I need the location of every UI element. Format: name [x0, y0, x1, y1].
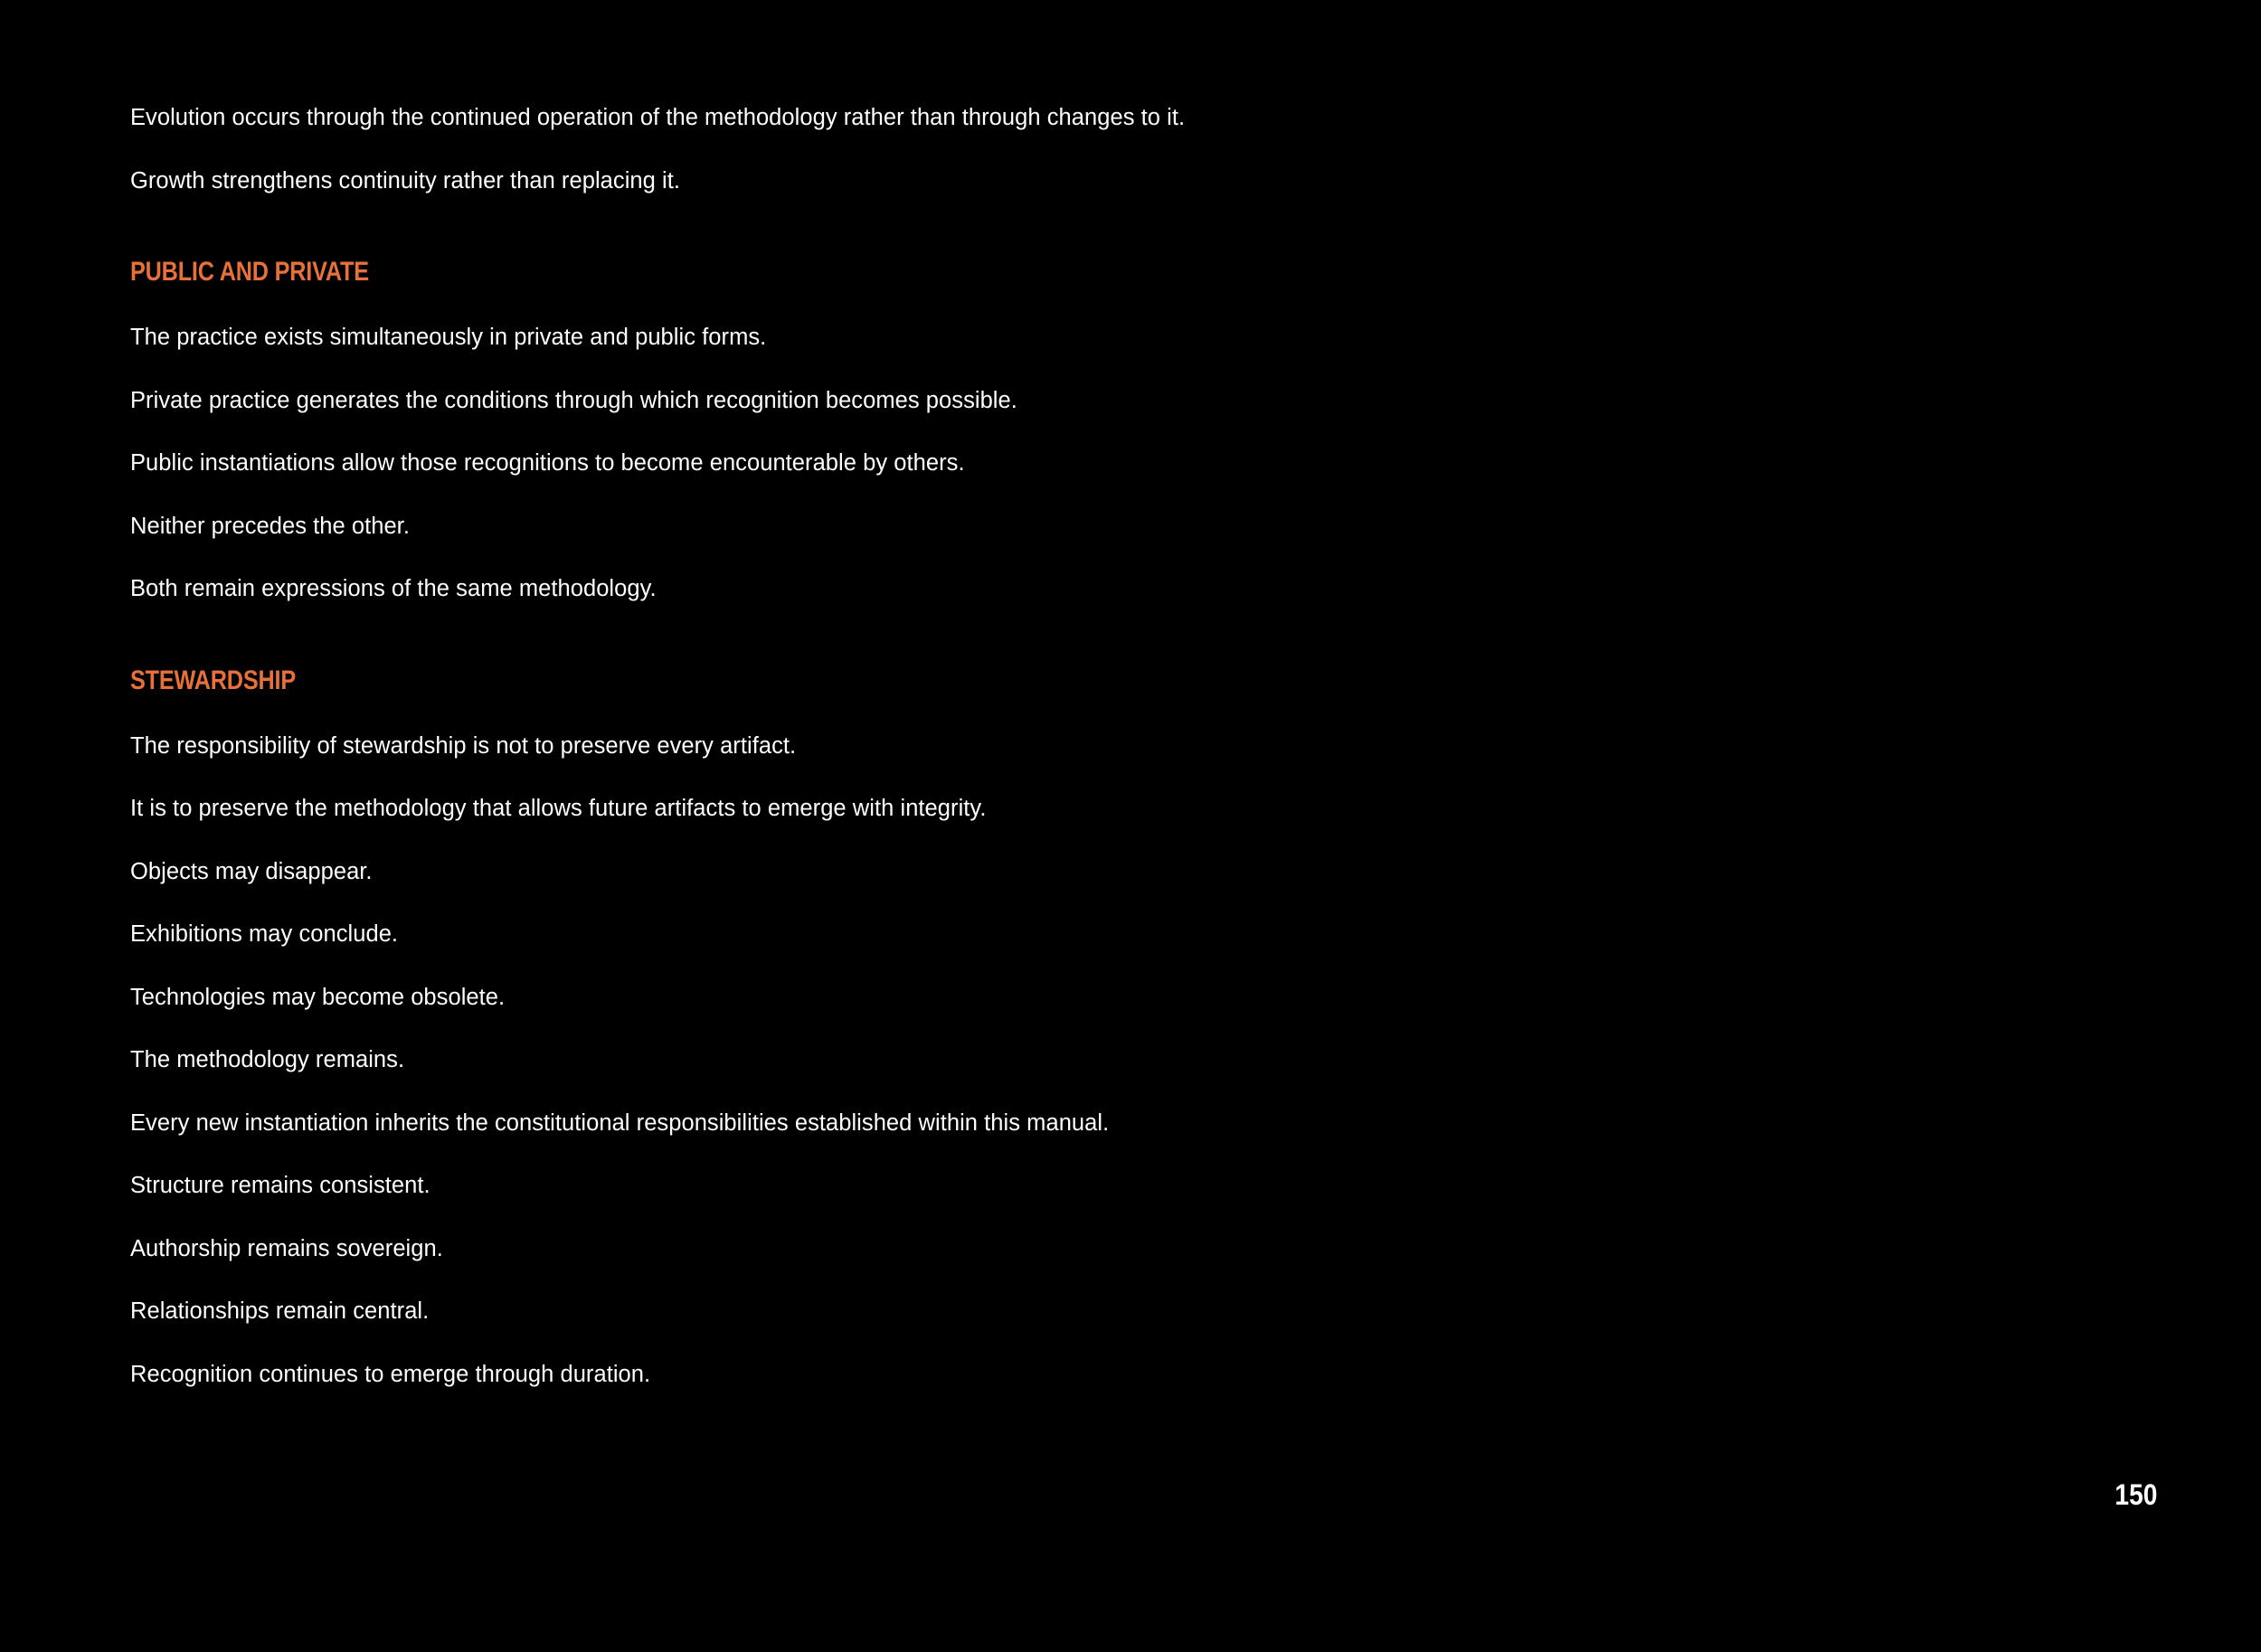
- public-private-paragraph: The practice exists simultaneously in private and public forms.: [130, 325, 767, 350]
- stewardship-paragraph: Exhibitions may conclude.: [130, 921, 399, 947]
- stewardship-paragraph: The responsibility of stewardship is not to preserve every artifact.: [130, 733, 797, 759]
- section-heading-stewardship: STEWARDSHIP: [130, 666, 296, 695]
- public-private-paragraph: Neither precedes the other.: [130, 514, 410, 539]
- stewardship-paragraph: Every new instantiation inherits the constitutional responsibilities established within this manual.: [130, 1110, 1110, 1136]
- stewardship-paragraph: The methodology remains.: [130, 1047, 405, 1072]
- stewardship-paragraph: Structure remains consistent.: [130, 1173, 430, 1198]
- document-page: [130, 0, 2120, 1652]
- section-heading-public-private: PUBLIC AND PRIVATE: [130, 257, 369, 287]
- stewardship-paragraph: Technologies may become obsolete.: [130, 985, 506, 1010]
- stewardship-paragraph: It is to preserve the methodology that allows future artifacts to emerge with integrity.: [130, 796, 987, 821]
- page-number: 150: [2114, 1478, 2157, 1511]
- stewardship-paragraph: Recognition continues to emerge through duration.: [130, 1362, 651, 1387]
- stewardship-paragraph: Relationships remain central.: [130, 1298, 430, 1324]
- intro-paragraph-1: Evolution occurs through the continued operation of the methodology rather than through changes to it.: [130, 105, 1186, 130]
- intro-paragraph-2: Growth strengthens continuity rather than replacing it.: [130, 168, 680, 194]
- stewardship-paragraph: Authorship remains sovereign.: [130, 1236, 443, 1261]
- public-private-paragraph: Private practice generates the conditions through which recognition becomes possible.: [130, 388, 1017, 413]
- stewardship-paragraph: Objects may disappear.: [130, 859, 373, 884]
- public-private-paragraph: Public instantiations allow those recognitions to become encounterable by others.: [130, 450, 965, 476]
- public-private-paragraph: Both remain expressions of the same methodology.: [130, 576, 657, 601]
